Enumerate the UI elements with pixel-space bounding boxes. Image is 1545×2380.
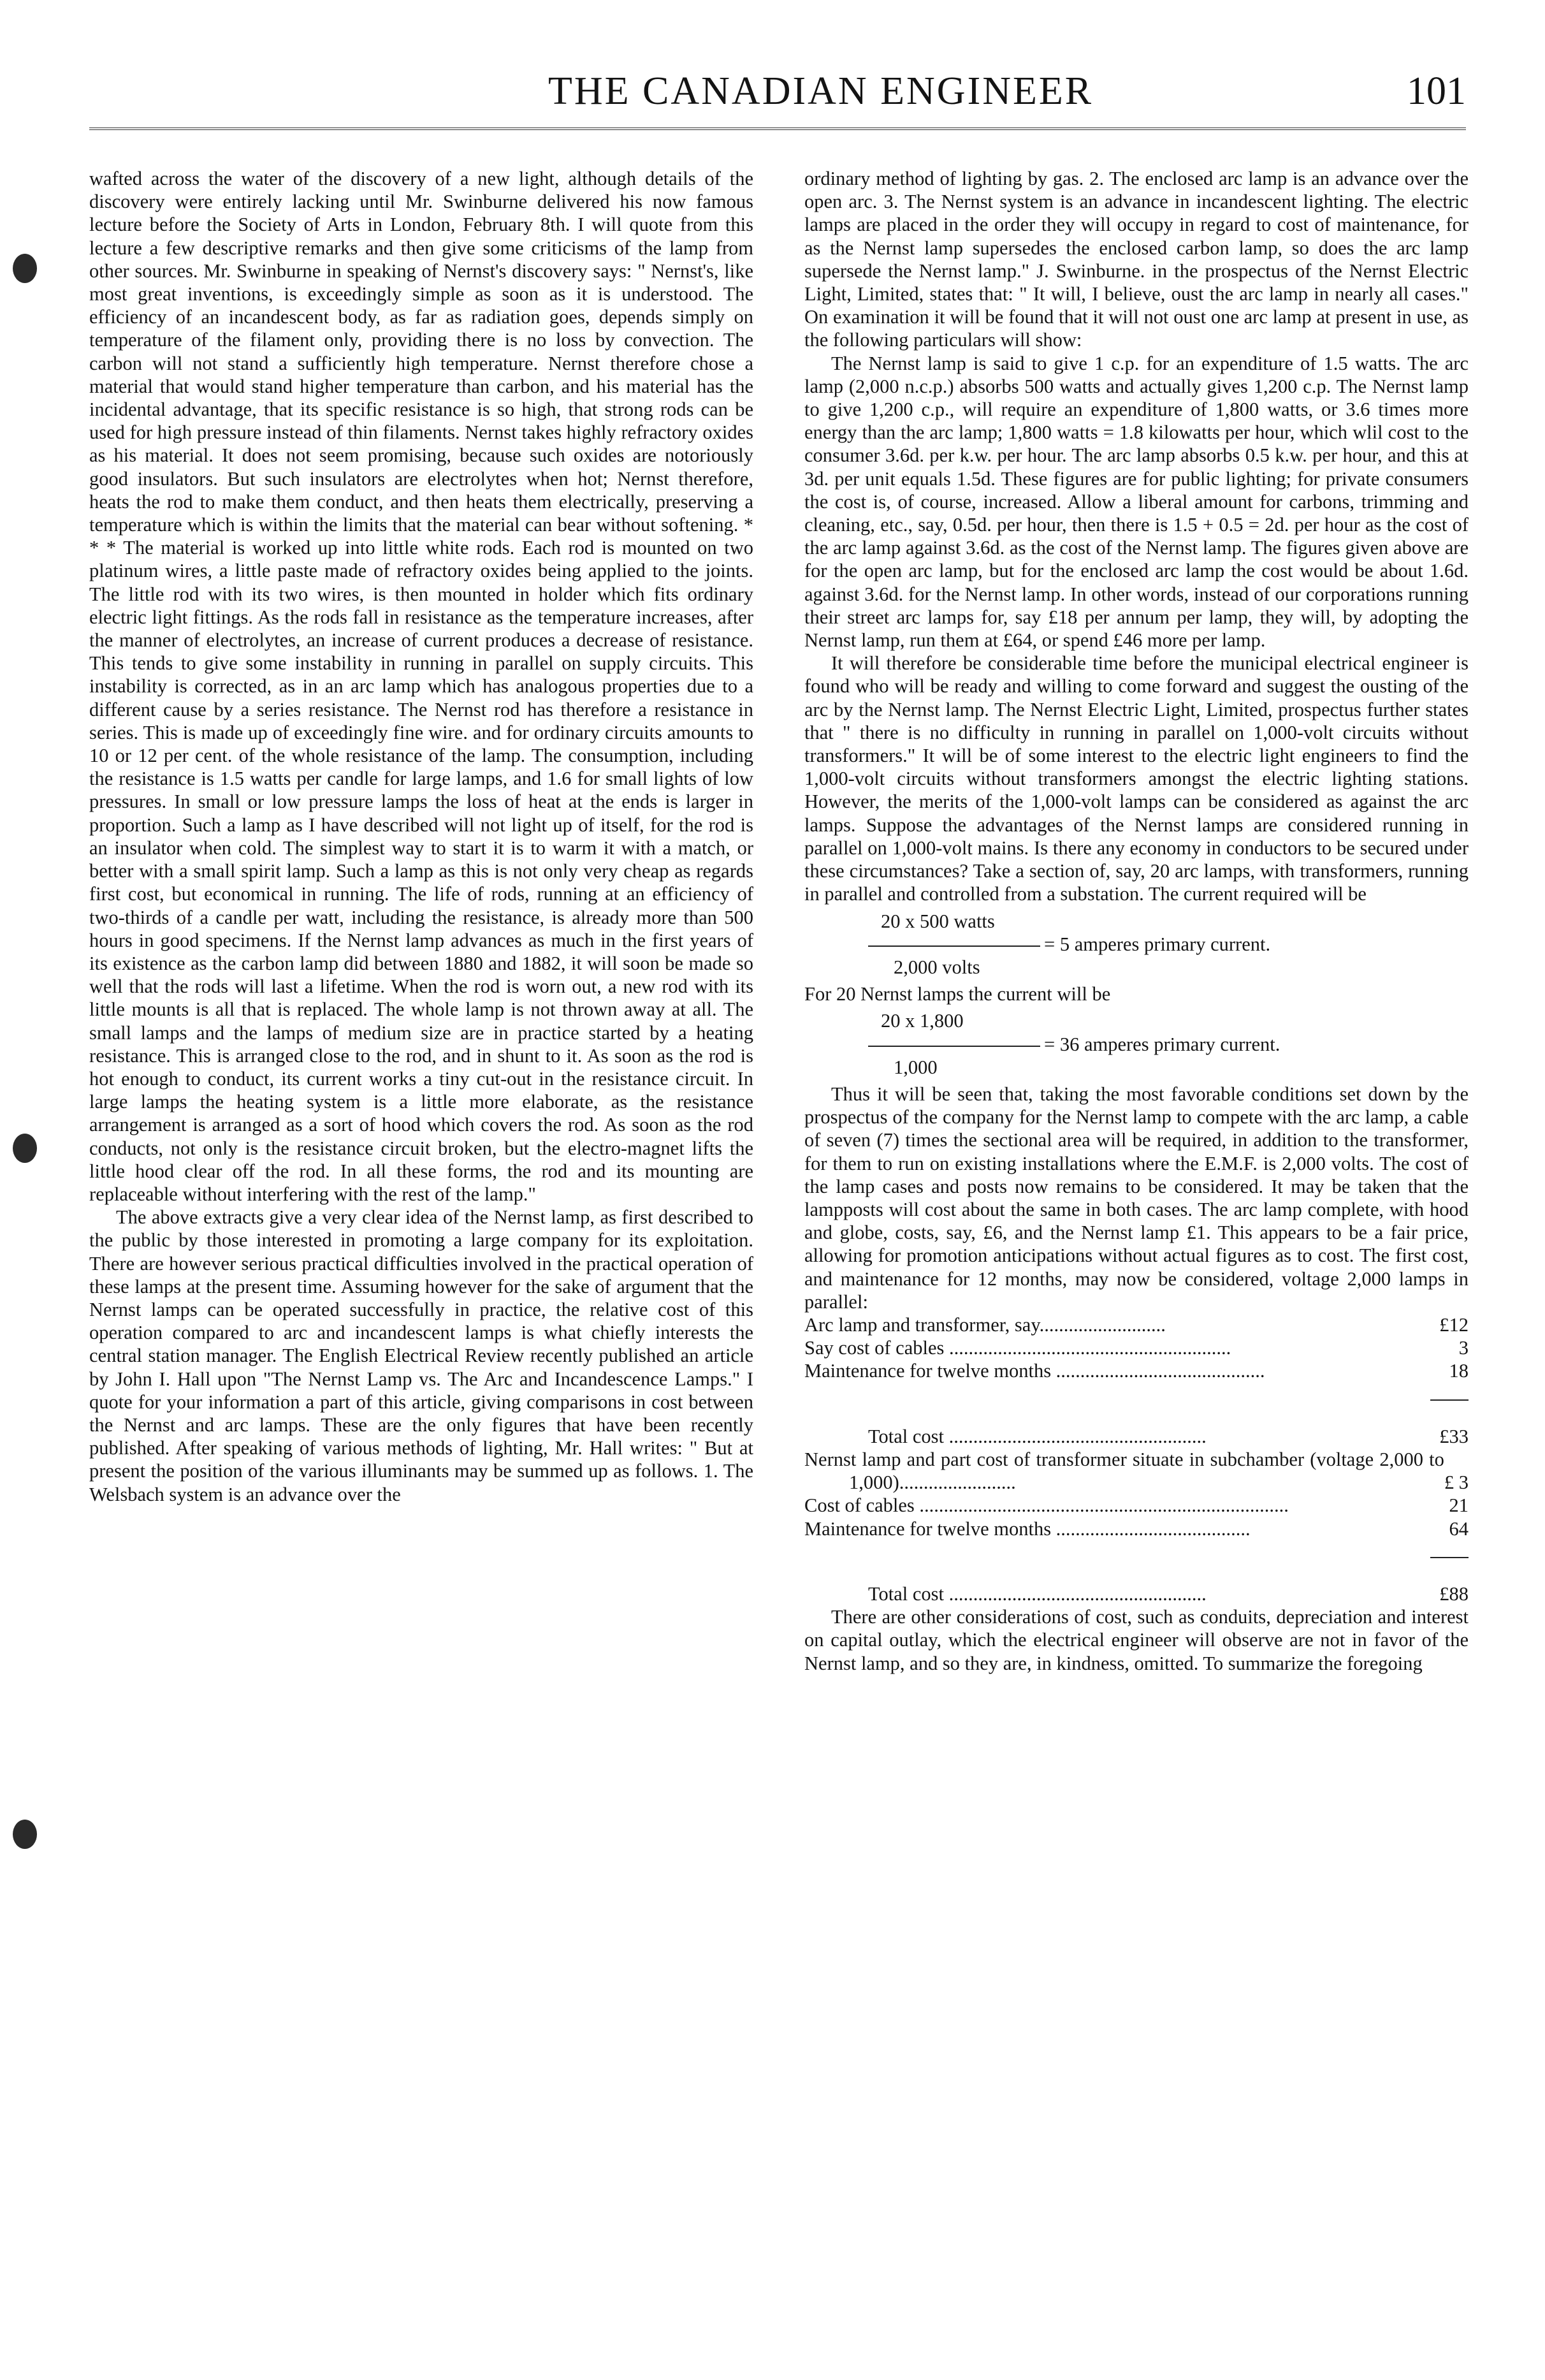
cost-total-row <box>804 1582 1469 1605</box>
margin-ink-blot <box>13 1134 37 1163</box>
cost-row <box>804 1336 1469 1359</box>
paragraph: wafted across the water of the discovery of a new light, although details of the discovery were entirely lacking until Mr. Swinburne delivered his now famous lecture before the Society of Arts in London, February 8th. I will quote from this lecture a few descriptive remarks and then give some criticisms of the lamp from other sources. Mr. Swinburne in speaking of Nernst's discovery says: " Nernst's, like most great inventions, is exceedingly simple as soon as it is understood. The efficiency of an incandescent body, as far as radiation goes, depends simply on temperature of the filament only, providing there is no loss by convection. The carbon will not stand a sufficiently high temperature. Nernst therefore chose a material that would stand higher temperature than carbon, and his material has the incidental advantage, that its specific resistance is so high, that strong rods can be used for high pressure instead of thin filaments. Nernst takes highly refractory oxides as his material. It does not seem promising, because such oxides are notoriously good insulators. But such insulators are electrolytes when hot; Nernst therefore, heats the rod to make them conduct, and then heats them electrically, preserving a temperature which is within the limits that the material can bear without softening. * * * The material is worked up into little white rods. Each rod is mounted on two platinum wires, a little paste made of refractory oxides being applied to the joints. The little rod with its two wires, is then mounted in holder which fits ordinary electric light fittings. As the rods fall in resistance as the temperature increases, after the manner of electrolytes, an increase of current produces a decrease of resistance. This tends to give some instability in running in parallel on supply circuits. This instability is corrected, as in an arc lamp which has analogous properties due to a different cause by a series resistance. The Nernst rod has therefore a resistance in series. This is made up of exceedingly fine wire. and for ordinary circuits amounts to 10 or 12 per cent. of the whole resistance of the lamp. The consumption, including the resistance is 1.5 watts per candle for large lamps, and 1.6 for small lights of low pressures. In small or low pressure lamps the loss of heat at the ends is larger in proportion. Such a lamp as I have described will not light up of itself, for the rod is an insulator when cold. The simplest way to start it is to warm it with a match, or better with a small spirit lamp. Such a lamp as this is not only very cheap as regards first cost, but economical in running. The life of rods, running at an efficiency of two-thirds of a candle per watt, including the resistance, is already more than 500 hours in good specimens. If the Nernst lamp advances as much in the first years of its existence as the carbon lamp did between 1880 and 1882, it will soon be made so well that the rods will last a lifetime. When the rod is worn out, a new rod with its little mounts is all that is replaced. The whole lamp is not thrown away at all. The small lamps and the lamps of medium size are in practice started by a heating resistance. This is arranged close to the rod, and in shunt to it. As soon as the rod is hot enough to conduct, its current works a tiny cut-out in the resistance circuit. In large lamps the heating system is a little more elaborate, as the resistance arrangement is arranged as a sort of hood which covers the rod. As soon as the rod conducts, not only is the resistance circuit broken, but the electro-magnet lifts the little hood clear off the rod. In all these forms, the rod and its mounting are replaceable without interfering with the rest of the lamp." <box>89 168 753 1205</box>
current-formula-arc <box>804 910 1469 979</box>
cost-amount: 21 <box>1449 1494 1469 1517</box>
nernst-cost-table <box>804 1448 1469 1605</box>
paragraph: The above extracts give a very clear idea of the Nernst lamp, as first described to the public by those interested in promoting a large company for its exploitation. There are however serious practical difficulties involved in the practical operation of these lamps at the present time. Assuming however for the sake of argument that the Nernst lamps can be operated successfully in practice, the relative cost of this operation compared to arc and incandescent lamps is what chiefly interests the central station manager. The English Electrical Review recently published an article by John I. Hall upon "The Nernst Lamp vs. The Arc and Incandescence Lamps." I quote for your information a part of this article, giving comparisons in cost between the Nernst and arc lamps. These are the only figures that have been recently published. After speaking of various methods of lighting, Mr. Hall writes: " But at present the position of the various illuminants may be summed up as follows. 1. The Welsbach system is an advance over the <box>89 1206 753 1505</box>
cost-row <box>804 1313 1469 1336</box>
formula-numerator: 20 x 1,800 <box>881 1010 964 1032</box>
cost-label: Nernst lamp and part cost of transformer situate in subchamber (voltage 2,000 to 1,000)........................ <box>804 1448 1444 1494</box>
page-number: 101 <box>1407 69 1466 113</box>
cost-row <box>804 1359 1469 1382</box>
paragraph: There are other considerations of cost, such as conduits, depreciation and interest on capital outlay, which the electrical engineer will observe are not in favor of the Nernst lamp, and so they are, in kindness, omitted. To summarize the foregoing <box>804 1606 1469 1674</box>
paragraph: Thus it will be seen that, taking the most favorable conditions set down by the prospectus of the company for the Nernst lamp to compete with the arc lamp, a cable of seven (7) times the sectional area will be required, in addition to the transformer, for them to run on existing installations where the E.M.F. is 2,000 volts. The cost of the lamp cases and posts now remains to be considered. It may be taken that the lampposts will cost about the same in both cases. The arc lamp complete, with hood and globe, costs, say, £6, and the Nernst lamp £1. This appears to be a fair price, allowing for promotion anticipations without actual figures as to cost. The first cost, and maintenance for 12 months, may now be considered, voltage 2,000 lamps in parallel: <box>804 1083 1469 1313</box>
formula-denominator: 2,000 volts <box>894 956 980 978</box>
cost-label: Total cost ..................................................... <box>868 1425 1207 1447</box>
paragraph: It will therefore be considerable time before the municipal electrical engineer is found who will be ready and willing to come forward and suggest the ousting of the arc by the Nernst lamp. The Nernst Electric Light, Limited, prospectus further states that " there is no difficulty in running in parallel on 1,000-volt circuits without transformers." It will be of some interest to the electric light engineers to find the 1,000-volt circuits without transformers amongst the electric lighting stations. However, the merits of the 1,000-volt lamps can be considered as against the arc lamps. Suppose the advantages of the Nernst lamps are considered running in parallel on 1,000-volt mains. Is there any economy in conductors to be secured under these circumstances? Take a section of, say, 20 arc lamps, with transformers, running in parallel and controlled from a substation. The current required will be <box>804 652 1469 905</box>
formula-result: = 36 amperes primary current. <box>1044 1033 1280 1055</box>
paragraph: ordinary method of lighting by gas. 2. The enclosed arc lamp is an advance over the open arc. 3. The Nernst system is an advance in incandescent lighting. The electric lamps are placed in the order they will occupy in regard to cost of maintenance, for as the Nernst lamp supersedes the enclosed carbon lamp, so does the arc lamp supersede the Nernst lamp." J. Swinburne. in the prospectus of the Nernst Electric Light, Limited, states that: " It will, I believe, oust the arc lamp in nearly all cases." On examination it will be found that it will not oust one arc lamp at present in use, as the following particulars will show: <box>804 168 1469 351</box>
formula-numerator: 20 x 500 watts <box>881 910 995 932</box>
cost-label: Total cost ..................................................... <box>868 1582 1207 1605</box>
formula-result: = 5 amperes primary current. <box>1044 933 1271 955</box>
cost-amount: 18 <box>1449 1360 1469 1382</box>
cost-amount: £ 3 <box>1444 1471 1469 1494</box>
current-formula-nernst <box>804 1009 1469 1079</box>
cost-amount: £12 <box>1439 1313 1469 1336</box>
header-rule <box>89 128 1466 133</box>
cost-amount: £88 <box>1439 1582 1469 1605</box>
left-column <box>89 167 753 1506</box>
fraction-bar <box>868 1046 1040 1047</box>
paragraph: The Nernst lamp is said to give 1 c.p. for an expenditure of 1.5 watts. The arc lamp (2,000 n.c.p.) absorbs 500 watts and actually gives 1,200 c.p. The Nernst lamp to give 1,200 c.p., will require an expenditure of 1,800 watts, or 3.6 times more energy than the arc lamp; 1,800 watts = 1.8 kilowatts per hour, which wlil cost to the consumer 3.6d. per k.w. per hour. The arc lamp absorbs 0.5 k.w. per hour, and this at 3d. per unit equals 1.5d. These figures are for public lighting; for private consumers the cost is, of course, increased. Allow a liberal amount for carbons, trimming and cleaning, etc., say, 0.5d. per hour, then there is 1.5 + 0.5 = 2d. per hour as the cost of the arc lamp against 3.6d. as the cost of the Nernst lamp. The figures given above are for the open arc lamp, but for the enclosed arc lamp the cost would be about 1.6d. against 3.6d. for the Nernst lamp. In other words, instead of our corporations running their street arc lamps for, say £18 per annum per lamp, they will, by adopting the Nernst lamp, run them at £64, or spend £46 more per lamp. <box>804 352 1469 652</box>
cost-label: Arc lamp and transformer, say.......................... <box>804 1313 1166 1336</box>
page-header <box>89 69 1466 120</box>
cost-total-row <box>804 1425 1469 1448</box>
arc-cost-table <box>804 1313 1469 1448</box>
sum-rule <box>804 1383 1469 1406</box>
cost-amount: 64 <box>1449 1517 1469 1540</box>
margin-ink-blot <box>13 1820 37 1849</box>
cost-label: Maintenance for twelve months ........................................ <box>804 1517 1251 1540</box>
cost-label: Say cost of cables .......................................................... <box>804 1337 1231 1359</box>
running-title: THE CANADIAN ENGINEER <box>548 69 1094 113</box>
cost-row <box>804 1494 1469 1517</box>
formula-denominator: 1,000 <box>894 1056 938 1078</box>
cost-label: Maintenance for twelve months ........................................... <box>804 1360 1265 1382</box>
cost-amount: £33 <box>1439 1425 1469 1447</box>
cost-row <box>804 1448 1469 1494</box>
cost-row <box>804 1517 1469 1540</box>
right-column <box>804 167 1469 1675</box>
fraction-bar <box>868 945 1040 947</box>
cost-label: Cost of cables ............................................................................ <box>804 1494 1289 1517</box>
cost-amount: 3 <box>1458 1337 1469 1359</box>
sum-rule <box>804 1540 1469 1563</box>
margin-ink-blot <box>13 254 37 283</box>
paragraph: For 20 Nernst lamps the current will be <box>804 983 1111 1005</box>
